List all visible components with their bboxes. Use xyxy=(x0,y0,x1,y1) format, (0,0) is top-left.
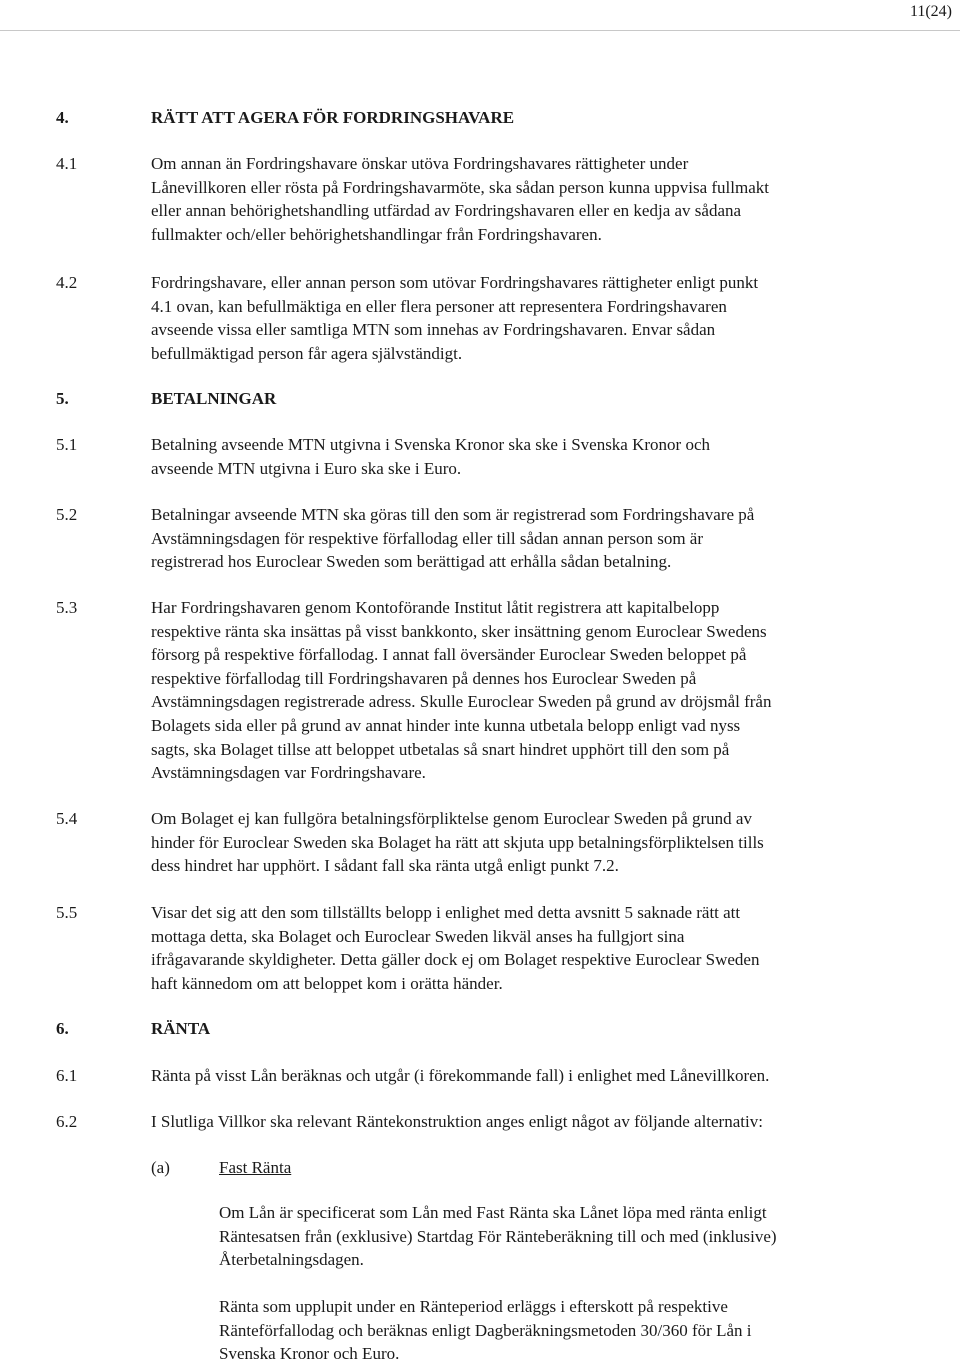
text-line: Fordringshavare, eller annan person som utövar Fordringshavares rättigheter enligt punkt xyxy=(151,273,759,292)
text-line: Återbetalningsdagen. xyxy=(219,1250,364,1270)
text-line: hinder för Euroclear Sweden ska Bolaget ha rätt att skjuta upp betalningsförpliktelsen tills xyxy=(151,832,764,852)
text-line: 4.1 ovan, kan befullmäktiga en eller flera personer att representera Fordringshavaren xyxy=(151,296,727,316)
subclause-text xyxy=(219,1201,919,1272)
text-line: registrerad hos Euroclear Sweden som berättigad att erhålla sådan betalning. xyxy=(151,552,672,572)
text-line: Avstämningsdagen registrerade adress. Skulle Euroclear Sweden på grund av dröjsmål från xyxy=(151,692,772,712)
page-number: 11(24) xyxy=(909,3,952,20)
clause-text xyxy=(151,1110,911,1134)
text-line: sagts, ska Bolaget tillse att beloppet utbetalas så snart hindret upphört till den som på xyxy=(151,739,730,759)
clause-text xyxy=(151,596,911,785)
section-title: BETALNINGAR xyxy=(151,389,277,408)
text-line: Visar det sig att den som tillställts belopp i enlighet med detta avsnitt 5 saknade rätt att xyxy=(151,903,741,922)
text-line: eller annan behörighetshandling utfärdad av Fordringshavaren eller en kedja av sådana xyxy=(151,201,742,221)
text-line: försorg på respektive förfallodag. I annat fall översänder Euroclear Sweden beloppet på xyxy=(151,645,747,665)
text-line: befullmäktigad person får agera självständigt. xyxy=(151,343,463,363)
clause-text xyxy=(151,901,911,995)
text-line: Betalning avseende MTN utgivna i Svenska Kronor ska ske i Svenska Kronor och xyxy=(151,435,710,454)
clause-number: 6.1 xyxy=(56,1066,78,1085)
text-line: Om Lån är specificerat som Lån med Fast Ränta ska Lånet löpa med ränta enligt xyxy=(219,1203,767,1222)
text-line: ifrågavarande skyldigheter. Detta gäller dock ej om Bolaget respektive Euroclear Sweden xyxy=(151,950,760,970)
text-line: Lånevillkoren eller rösta på Fordringshavarmöte, ska sådan person kunna uppvisa fullmakt xyxy=(151,177,769,197)
clause-number: 4.2 xyxy=(56,273,78,292)
text-line: avseende vissa eller samtliga MTN som innehas av Fordringshavaren. Envar sådan xyxy=(151,320,716,340)
text-line: avseende MTN utgivna i Euro ska ske i Euro. xyxy=(151,458,462,478)
clause-text xyxy=(151,807,911,878)
text-line: Ränta på visst Lån beräknas och utgår (i förekommande fall) i enlighet med Lånevillkoren. xyxy=(151,1066,770,1085)
text-line: Bolagets sida eller på grund av annat hinder inte kunna utbetala belopp enligt vad nyss xyxy=(151,715,741,735)
text-line: Betalningar avseende MTN ska göras till den som är registrerad som Fordringshavare på xyxy=(151,505,755,524)
text-line: Om annan än Fordringshavare önskar utöva Fordringshavares rättigheter under xyxy=(151,154,689,173)
clause-number: 5.3 xyxy=(56,598,78,617)
clause-number: 5.4 xyxy=(56,809,78,828)
clause-number: 5.5 xyxy=(56,903,78,922)
section-number: 5. xyxy=(56,389,69,408)
clause-text xyxy=(151,152,911,246)
text-line: respektive förfallodag till Fordringshavaren på dennes hos Euroclear Sweden på xyxy=(151,668,697,688)
clause-text xyxy=(151,433,911,480)
text-line: Svenska Kronor och Euro. xyxy=(219,1344,400,1364)
subclause-title: Fast Ränta xyxy=(219,1158,292,1177)
clause-number: 5.2 xyxy=(56,505,78,524)
text-line: I Slutliga Villkor ska relevant Räntekonstruktion anges enligt något av följande alternativ: xyxy=(151,1112,763,1131)
clause-number: 5.1 xyxy=(56,435,78,454)
text-line: Ränteförfallodag och beräknas enligt Dagberäkningsmetoden 30/360 för Lån i xyxy=(219,1320,752,1340)
clause-number: 4.1 xyxy=(56,154,78,173)
section-number: 4. xyxy=(56,108,69,127)
text-line: mottaga detta, ska Bolaget och Euroclear Sweden likväl anses ha fullgjort sina xyxy=(151,926,685,946)
section-title: RÄTT ATT AGERA FÖR FORDRINGSHAVARE xyxy=(151,108,515,127)
text-line: Om Bolaget ej kan fullgöra betalningsförpliktelse genom Euroclear Sweden på grund av xyxy=(151,809,752,828)
clause-text xyxy=(151,503,911,574)
text-line: Räntesatsen från (exklusive) Startdag För Ränteberäkning till och med (inklusive) xyxy=(219,1226,777,1246)
clause-number: 6.2 xyxy=(56,1112,78,1131)
text-line: Ränta som upplupit under en Ränteperiod erläggs i efterskott på respektive xyxy=(219,1297,728,1316)
subclause-text xyxy=(219,1295,919,1366)
text-line: Avstämningsdagen för respektive förfallodag eller till sådan annan person som är xyxy=(151,528,704,548)
text-line: respektive ränta ska insättas på visst bankkonto, sker insättning genom Euroclear Swedens xyxy=(151,621,767,641)
subclause-label: (a) xyxy=(151,1158,170,1177)
text-line: Har Fordringshavaren genom Kontoförande Institut låtit registrera att kapitalbelopp xyxy=(151,598,720,617)
text-line: Avstämningsdagen var Fordringshavare. xyxy=(151,763,426,783)
section-number: 6. xyxy=(56,1019,69,1038)
text-line: dess hindret har upphört. I sådant fall ska ränta utgå enligt punkt 7.2. xyxy=(151,856,619,876)
section-title: RÄNTA xyxy=(151,1019,211,1038)
text-line: haft kännedom om att beloppet kom i orätta händer. xyxy=(151,973,503,993)
text-line: fullmakter och/eller behörighetshandlingar från Fordringshavaren. xyxy=(151,224,602,244)
clause-text xyxy=(151,271,911,365)
header-divider xyxy=(0,30,960,31)
clause-text xyxy=(151,1064,911,1088)
